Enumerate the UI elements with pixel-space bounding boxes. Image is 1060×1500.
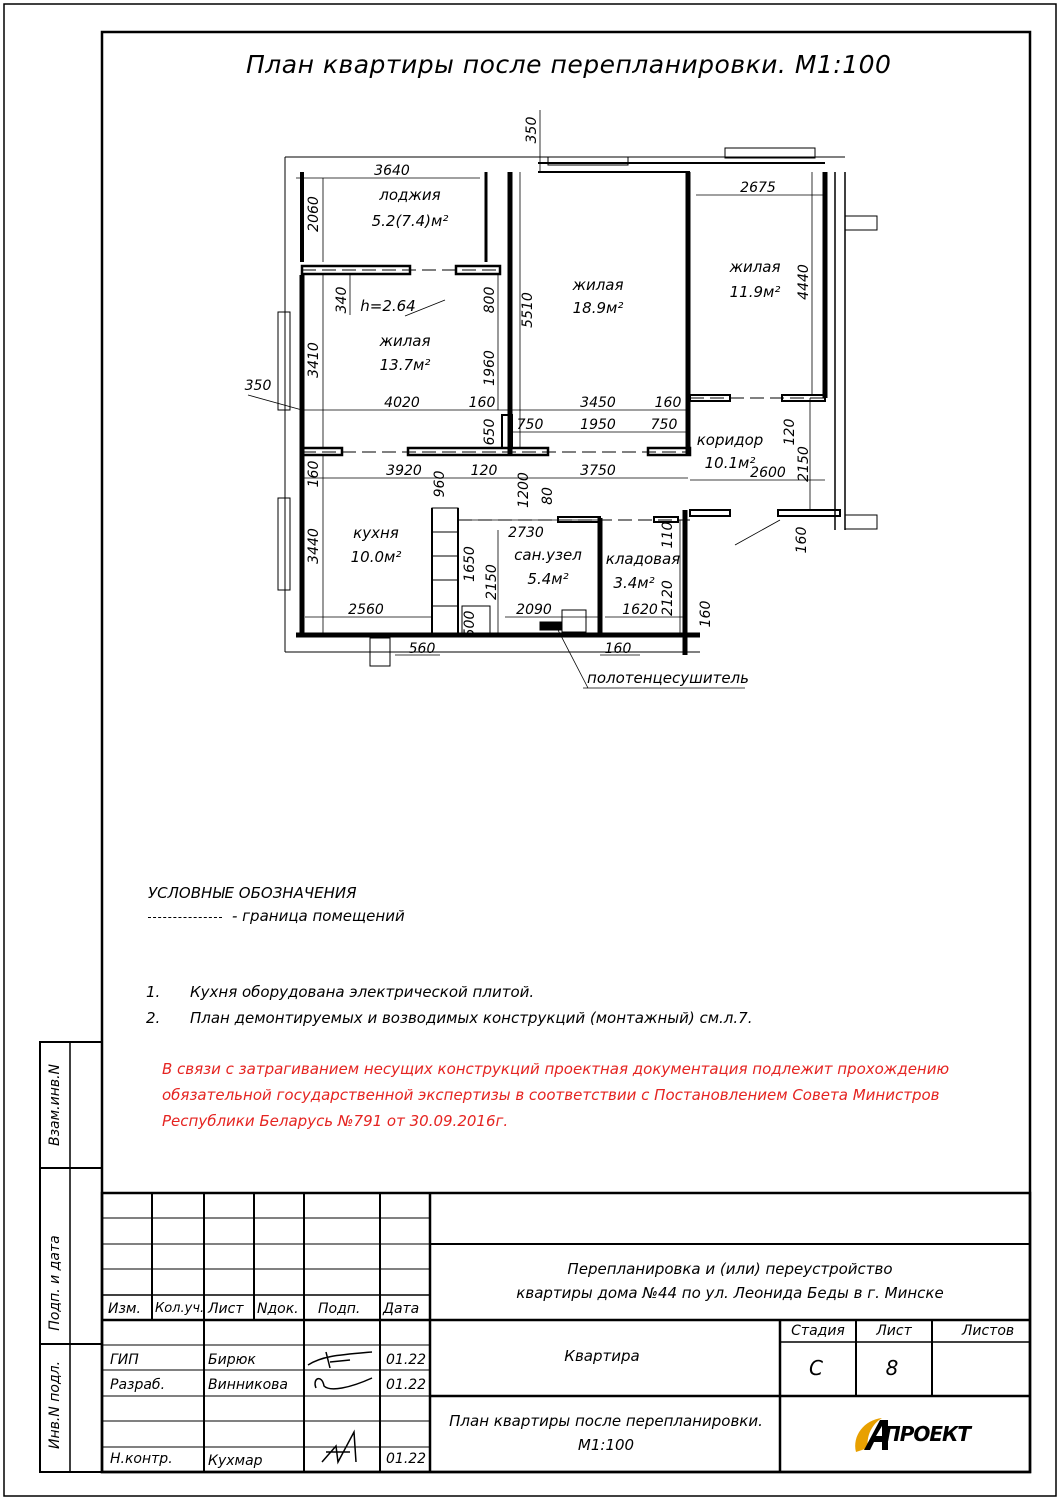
stamp-header-ndok: Nдок. <box>257 1301 299 1317</box>
room-kitchen-name: кухня <box>353 524 399 542</box>
note-number: 2. <box>146 1009 161 1027</box>
page-title: План квартиры после перепланировки. М1:100 <box>246 50 892 79</box>
stamp-person-name: Кухмар <box>208 1453 263 1469</box>
dim-label: 2090 <box>516 602 552 618</box>
dim-label: 2560 <box>348 602 384 618</box>
stamp-project-line1: Перепланировка и (или) переустройство <box>567 1260 893 1278</box>
room-corridor-area: 10.1м² <box>704 454 756 472</box>
dim-label: 350 <box>524 116 540 144</box>
dim-label: 160 <box>654 395 682 411</box>
room-living2-name: жилая <box>729 258 781 276</box>
dim-label: 2150 <box>484 564 500 600</box>
dim-label: 4020 <box>384 395 420 411</box>
stamp-header-list: Лист <box>208 1301 244 1317</box>
dim-label: 1200 <box>516 472 532 508</box>
stamp-date: 01.22 <box>386 1451 427 1467</box>
dim-label: 80 <box>540 487 556 505</box>
dim-label: 160 <box>794 526 810 554</box>
room-living3-area: 13.7м² <box>379 356 431 374</box>
stamp-sheet-number: 8 <box>885 1356 899 1380</box>
stamp-role: ГИП <box>110 1352 139 1368</box>
dim-label: 2150 <box>796 446 812 482</box>
legend-item: - граница помещений <box>232 907 405 925</box>
room-loggia-name: лоджия <box>379 186 441 204</box>
dim-label: 3440 <box>306 528 322 564</box>
stamp-date: 01.22 <box>386 1377 427 1393</box>
dim-label: 5510 <box>520 292 536 328</box>
stamp-object: Квартира <box>564 1347 640 1365</box>
warning-line: Республики Беларусь №791 от 30.09.2016г. <box>162 1112 509 1130</box>
stamp-col-stage: Стадия <box>791 1323 845 1339</box>
stamp-person-name: Бирюк <box>208 1352 256 1368</box>
note-text: План демонтируемых и возводимых конструкций (монтажный) см.л.7. <box>190 1009 753 1027</box>
room-loggia-area: 5.2(7.4)м² <box>371 212 449 230</box>
stamp-date: 01.22 <box>386 1352 427 1368</box>
dim-label: 160 <box>468 395 496 411</box>
dim-label: 3450 <box>580 395 616 411</box>
dim-label: 960 <box>432 470 448 498</box>
side-label-vzam: Взам.инв.N <box>47 1063 63 1147</box>
dim-label: 2600 <box>750 465 786 481</box>
dim-label: 3920 <box>386 463 422 479</box>
room-bathroom-area: 5.4м² <box>527 570 569 588</box>
stamp-role: Разраб. <box>110 1377 166 1393</box>
side-label-inv: Инв.N подл. <box>47 1360 63 1450</box>
dim-label: 350 <box>244 378 272 394</box>
dim-label: 750 <box>650 417 678 433</box>
room-kitchen-area: 10.0м² <box>350 548 402 566</box>
dim-label: 3410 <box>306 342 322 378</box>
dim-label: 160 <box>306 460 322 488</box>
warning-line: В связи с затрагиванием несущих конструкций проектная документация подлежит прохождению <box>162 1060 950 1078</box>
company-logo <box>850 1408 990 1458</box>
dim-label: 650 <box>482 418 498 446</box>
room-storage-name: кладовая <box>605 550 681 568</box>
dim-label: 1960 <box>482 350 498 386</box>
dim-label: 120 <box>470 463 498 479</box>
dim-label: 160 <box>698 600 714 628</box>
dim-label: 1950 <box>580 417 616 433</box>
room-living2-area: 11.9м² <box>729 283 781 301</box>
legend-heading: УСЛОВНЫЕ ОБОЗНАЧЕНИЯ <box>148 884 357 902</box>
room-living3-name: жилая <box>379 332 431 350</box>
room-living1-name: жилая <box>572 276 624 294</box>
room-storage-area: 3.4м² <box>613 574 655 592</box>
dim-label: 1650 <box>462 546 478 582</box>
height-mark: h=2.64 <box>360 297 416 315</box>
stamp-project-line2: квартиры дома №44 по ул. Леонида Беды в г. Минске <box>516 1284 944 1302</box>
stamp-header-izm: Изм. <box>108 1301 141 1317</box>
dim-label: 2120 <box>660 580 676 616</box>
dim-label: 2730 <box>508 525 544 541</box>
stamp-col-sheet: Лист <box>876 1323 912 1339</box>
towel-dryer-callout: полотенцесушитель <box>587 669 749 687</box>
room-corridor-name: коридор <box>696 431 764 449</box>
logo-text: ПРОЕКТ <box>884 1422 971 1446</box>
dim-label: 340 <box>334 286 350 314</box>
stamp-person-name: Винникова <box>208 1377 288 1393</box>
dim-label: 3750 <box>580 463 616 479</box>
stamp-header-data: Дата <box>383 1301 420 1317</box>
dim-label: 160 <box>604 641 632 657</box>
stamp-header-koluch: Кол.уч. <box>155 1301 205 1316</box>
dim-label: 2060 <box>306 196 322 232</box>
side-label-podp: Подп. и дата <box>47 1235 63 1331</box>
dim-label: 750 <box>516 417 544 433</box>
dim-label: 4440 <box>796 264 812 300</box>
note-text: Кухня оборудована электрической плитой. <box>190 983 535 1001</box>
dim-label: 110 <box>660 521 676 549</box>
dim-label: 500 <box>462 610 478 638</box>
dim-label: 560 <box>408 641 436 657</box>
warning-line: обязательной государственной экспертизы в соответствии с Постановлением Совета Министров <box>162 1086 940 1104</box>
stamp-sheet-title-line2: М1:100 <box>577 1436 635 1454</box>
stamp-header-podp: Подп. <box>318 1301 361 1317</box>
dim-label: 2675 <box>740 180 776 196</box>
room-living1-area: 18.9м² <box>572 299 624 317</box>
stamp-role: Н.контр. <box>110 1451 173 1467</box>
stamp-sheet-title-line1: План квартиры после перепланировки. <box>449 1412 763 1430</box>
note-number: 1. <box>146 983 161 1001</box>
room-bathroom-name: сан.узел <box>514 546 582 564</box>
dim-label: 800 <box>482 286 498 314</box>
dim-label: 1620 <box>622 602 658 618</box>
stamp-col-sheets: Листов <box>961 1323 1015 1339</box>
stamp-stage-value: С <box>809 1356 823 1380</box>
signature-marks <box>308 1352 372 1462</box>
dim-label: 120 <box>782 418 798 446</box>
dim-label: 3640 <box>374 163 410 179</box>
